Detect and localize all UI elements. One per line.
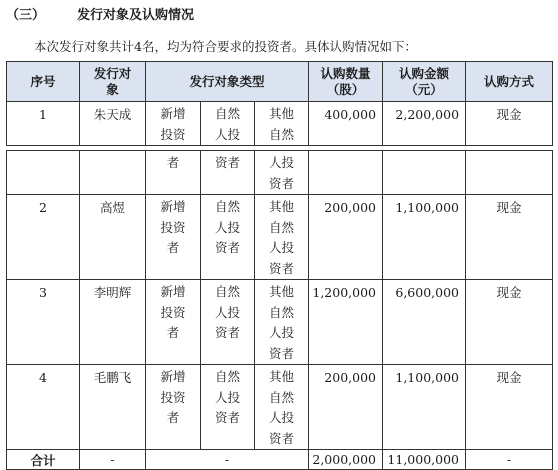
type-line: 人投	[214, 389, 240, 405]
row-qty: 200,000	[309, 195, 383, 280]
total-qty: 2,000,000	[309, 450, 383, 470]
row-type-other	[255, 280, 309, 365]
row-method: 现金	[466, 102, 553, 146]
type-line: 资者	[268, 175, 294, 191]
type-line: 自然	[214, 369, 240, 384]
row-name: 毛鹏飞	[80, 365, 146, 450]
row-qty: 1,200,000	[309, 280, 383, 365]
type-line: 新增	[160, 284, 186, 299]
type-line: 人投	[268, 325, 294, 340]
type-lines	[201, 365, 254, 429]
type-lines	[201, 195, 254, 259]
type-lines	[201, 280, 254, 344]
row-name: 朱天成	[80, 102, 146, 146]
row-type-new	[146, 102, 201, 146]
type-line: 自然	[214, 199, 240, 214]
type-line: 其他	[268, 199, 294, 214]
type-lines	[255, 280, 308, 364]
row-type-other	[255, 102, 309, 146]
row-seq: 2	[7, 195, 80, 280]
total-amount: 11,000,000	[383, 450, 466, 470]
total-type: -	[146, 450, 309, 470]
type-lines	[255, 102, 308, 145]
row-amount: 2,200,000	[383, 102, 466, 146]
header-type: 发行对象类型	[146, 62, 309, 102]
type-line: 资者	[268, 430, 294, 446]
table-row	[7, 102, 553, 146]
type-line: 自然	[268, 219, 294, 235]
subscription-table-part1	[6, 61, 553, 146]
row-amount	[383, 151, 466, 195]
type-line: 者	[166, 155, 180, 170]
type-line: 新增	[160, 106, 186, 121]
type-lines	[201, 151, 254, 174]
table-header-row	[7, 62, 553, 102]
row-type-natural	[201, 365, 255, 450]
header-target: 发行对 象	[80, 62, 146, 102]
type-line: 者	[166, 410, 180, 425]
type-line: 新增	[160, 369, 186, 384]
type-lines	[255, 365, 308, 449]
type-line: 投资	[160, 126, 186, 142]
type-lines	[146, 365, 200, 429]
total-method: -	[466, 450, 553, 470]
row-qty: 400,000	[309, 102, 383, 146]
type-line: 投资	[160, 389, 186, 405]
type-line: 资者	[268, 345, 294, 361]
row-type-new	[146, 151, 201, 195]
row-name: 李明辉	[80, 280, 146, 365]
header-method: 认购方式	[466, 62, 553, 102]
type-line: 人投	[214, 126, 240, 142]
row-type-new	[146, 365, 201, 450]
section-number: （三）	[6, 8, 46, 23]
row-seq: 3	[7, 280, 80, 365]
type-line: 人投	[214, 219, 240, 235]
row-seq: 4	[7, 365, 80, 450]
table-row	[7, 365, 553, 450]
type-line: 人投	[214, 304, 240, 320]
type-line: 者	[166, 240, 180, 255]
row-method: 现金	[466, 365, 553, 450]
type-line: 人投	[268, 410, 294, 425]
type-lines	[146, 151, 200, 174]
row-type-other	[255, 195, 309, 280]
row-name: 高煜	[80, 195, 146, 280]
type-line: 自然	[268, 304, 294, 320]
table-row	[7, 280, 553, 365]
section-title: 发行对象及认购情况	[77, 8, 195, 23]
type-line: 投资	[160, 219, 186, 235]
section-heading	[6, 5, 194, 27]
type-line: 资者	[214, 410, 240, 425]
row-name	[80, 151, 146, 195]
type-line: 其他	[268, 284, 294, 299]
row-type-new	[146, 195, 201, 280]
type-line: 自然	[268, 389, 294, 405]
row-method: 现金	[466, 280, 553, 365]
type-line: 资者	[214, 325, 240, 340]
row-amount: 1,100,000	[383, 365, 466, 450]
type-lines	[146, 195, 200, 259]
row-seq	[7, 151, 80, 195]
type-line: 资者	[268, 260, 294, 276]
intro-paragraph: 本次发行对象共计4名，均为符合要求的投资者。具体认购情况如下：	[34, 39, 417, 54]
row-seq: 1	[7, 102, 80, 146]
type-line: 资者	[214, 155, 240, 170]
total-name: -	[80, 450, 146, 470]
type-line: 其他	[269, 106, 295, 121]
row-type-natural	[201, 280, 255, 365]
header-qty: 认购数量 （股）	[309, 62, 383, 102]
row-type-new	[146, 280, 201, 365]
subscription-table-part2	[6, 150, 553, 470]
type-lines	[201, 102, 254, 145]
row-type-other	[255, 151, 309, 195]
row-method: 现金	[466, 195, 553, 280]
type-line: 其他	[268, 369, 294, 384]
type-line: 新增	[160, 199, 186, 214]
row-amount: 1,100,000	[383, 195, 466, 280]
type-line: 投资	[160, 304, 186, 320]
row-type-natural	[201, 102, 255, 146]
header-amount: 认购金额 （元）	[383, 62, 466, 102]
row-type-other	[255, 365, 309, 450]
table-row	[7, 151, 553, 195]
table-row	[7, 195, 553, 280]
type-line: 自然	[214, 106, 240, 121]
type-line: 者	[166, 325, 180, 340]
type-line: 自然	[269, 126, 295, 142]
type-line: 人投	[268, 240, 294, 255]
row-qty: 200,000	[309, 365, 383, 450]
type-lines	[255, 151, 308, 194]
type-lines	[146, 280, 200, 344]
type-line: 人投	[268, 155, 294, 170]
row-method	[466, 151, 553, 195]
total-label: 合计	[7, 450, 80, 470]
type-line: 资者	[214, 240, 240, 255]
row-type-natural	[201, 151, 255, 195]
type-lines	[255, 195, 308, 279]
type-line: 自然	[214, 284, 240, 299]
row-type-natural	[201, 195, 255, 280]
type-lines	[146, 102, 200, 145]
row-amount: 6,600,000	[383, 280, 466, 365]
total-row	[7, 450, 553, 470]
header-seq: 序号	[7, 62, 80, 102]
row-qty	[309, 151, 383, 195]
